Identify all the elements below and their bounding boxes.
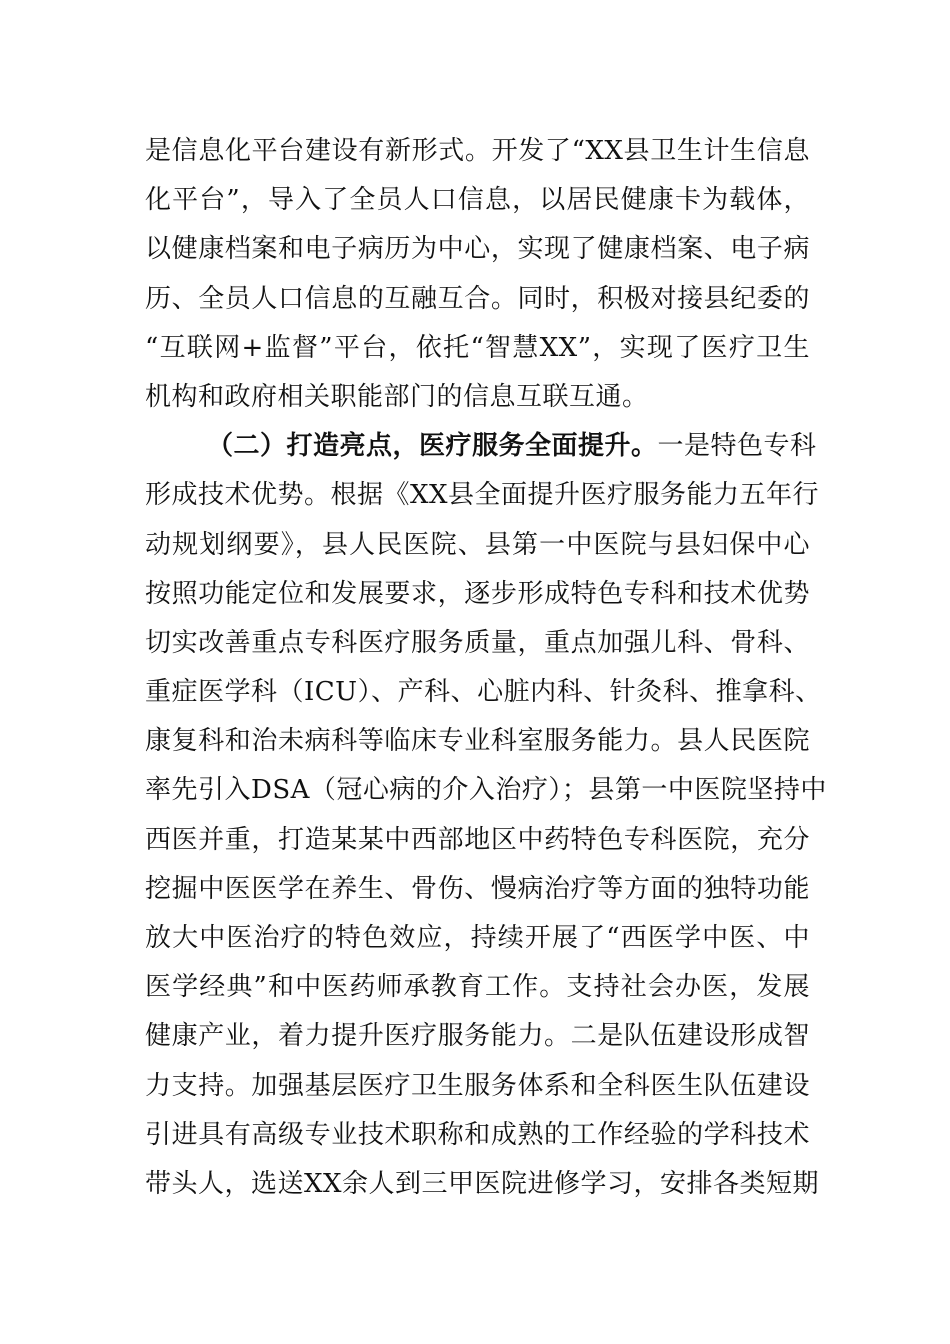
text-line: 按照功能定位和发展要求，逐步形成特色专科和技术优势	[145, 578, 810, 609]
text-line: “互联网+监督”平台，依托“智慧XX”，实现了医疗卫生	[145, 332, 810, 363]
text-line: 是信息化平台建设有新形式。开发了“XX县卫生计生信息	[145, 136, 810, 166]
heading-line-rest: 一是特色专科	[657, 431, 817, 462]
body-text	[145, 127, 827, 1209]
text-line: 率先引入DSA（冠心病的介入治疗）；县第一中医院坚持中	[145, 775, 827, 806]
text-line: 挖掘中医医学在养生、骨伤、慢病治疗等方面的独特功能	[145, 873, 810, 904]
text-line: 引进具有高级专业技术职称和成熟的工作经验的学科技术	[145, 1119, 810, 1150]
text-line: 动规划纲要》，县人民医院、县第一中医院与县妇保中心	[145, 529, 810, 560]
text-line: 历、全员人口信息的互融互合。同时，积极对接县纪委的	[145, 283, 810, 314]
text-line: 放大中医治疗的特色效应，持续开展了“西医学中医、中	[145, 923, 810, 953]
text-line: 力支持。加强基层医疗卫生服务体系和全科医生队伍建设	[145, 1070, 810, 1101]
text-line: 带头人，选送XX余人到三甲医院进修学习，安排各类短期	[145, 1168, 820, 1199]
text-line: 形成技术优势。根据《XX县全面提升医疗服务能力五年行	[145, 480, 820, 511]
text-line: 以健康档案和电子病历为中心，实现了健康档案、电子病	[145, 234, 810, 265]
text-line: 医学经典”和中医药师承教育工作。支持社会办医，发展	[145, 972, 810, 1003]
text-line: 健康产业，着力提升医疗服务能力。二是队伍建设形成智	[145, 1021, 810, 1052]
section-heading-line	[145, 422, 817, 471]
text-line: 西医并重，打造某某中西部地区中药特色专科医院，充分	[145, 824, 810, 855]
text-line: 康复科和治未病科等临床专业科室服务能力。县人民医院	[145, 726, 810, 757]
text-line: 机构和政府相关职能部门的信息互联互通。	[145, 381, 649, 412]
section-heading: （二）打造亮点，医疗服务全面提升。	[207, 431, 658, 462]
text-line: 重症医学科（ICU）、产科、心脏内科、针灸科、推拿科、	[145, 677, 822, 708]
text-line: 切实改善重点专科医疗服务质量，重点加强儿科、骨科、	[145, 627, 810, 658]
text-line: 化平台”，导入了全员人口信息，以居民健康卡为载体，	[145, 185, 810, 216]
